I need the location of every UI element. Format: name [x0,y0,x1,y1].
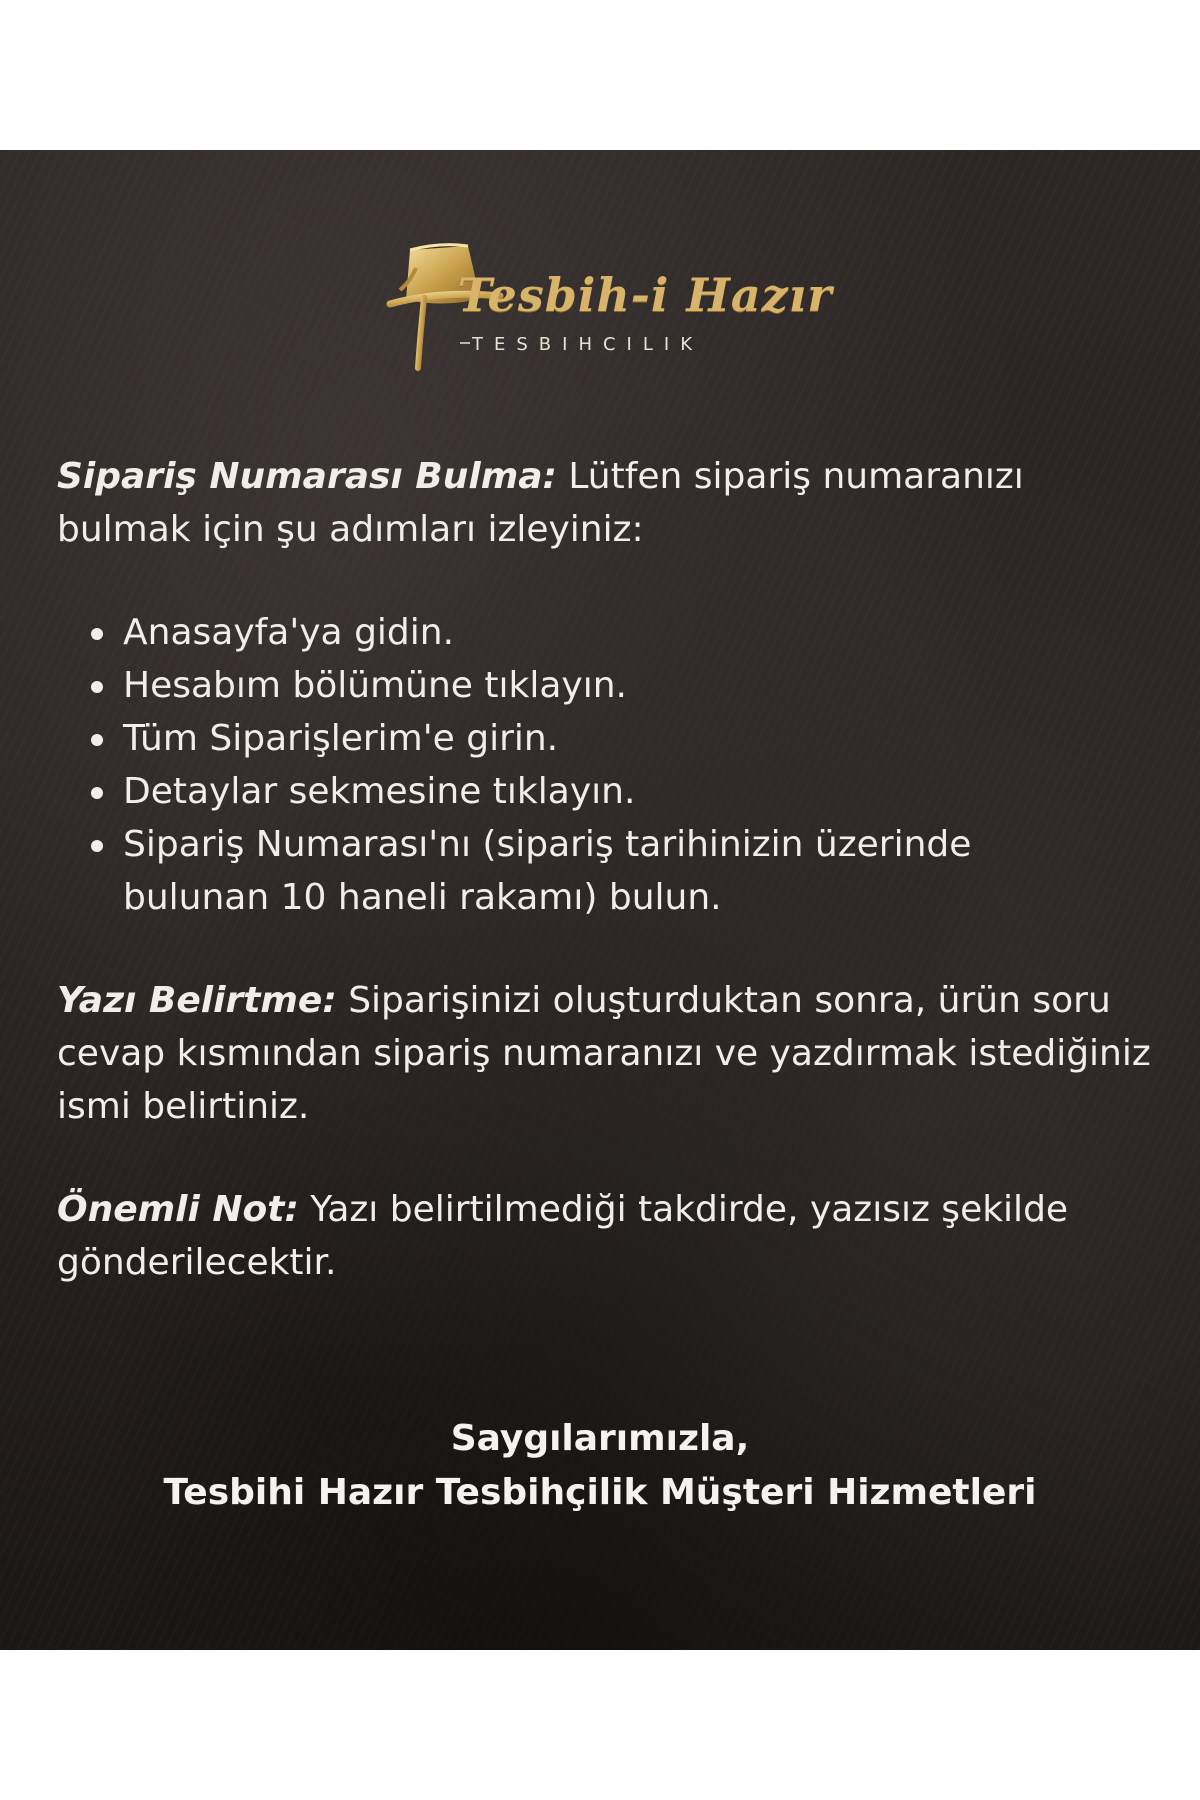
chalkboard-background [0,150,1200,1650]
step-text: Detaylar sekmesine tıklayın. [123,771,636,812]
bullet-icon [91,787,103,799]
step-text: Hesabım bölümüne tıklayın. [123,665,627,706]
list-item [57,765,1157,818]
step-text: Tüm Siparişlerim'e girin. [123,718,559,759]
logo-subtitle: TESBIHCILIK [472,334,704,355]
bullet-icon [91,840,103,852]
text-specification-paragraph [57,974,1157,1133]
order-number-paragraph [57,450,1157,556]
list-item [57,606,1157,659]
brand-logo [380,238,833,378]
bullet-icon [91,681,103,693]
text-specification-text: Siparişinizi oluşturduktan sonra, ürün soru cevap kısmından sipariş numaranızı ve yazdırmak istediğiniz ismi belirtiniz. [57,980,1151,1127]
important-note-text: Yazı belirtilmediği takdirde, yazısız şekilde gönderilecektir. [57,1189,1069,1283]
important-note-label: Önemli Not: [57,1189,299,1230]
text-specification-label: Yazı Belirtme: [57,980,337,1021]
step-text: Anasayfa'ya gidin. [123,612,455,653]
list-item [57,659,1157,712]
signature-team: Tesbihi Hazır Tesbihçilik Müşteri Hizmetleri [163,1472,1037,1513]
list-item [57,712,1157,765]
list-item [57,818,1157,924]
order-number-label: Sipariş Numarası Bulma: [57,456,557,497]
step-text: Sipariş Numarası'nı (sipariş tarihinizin üzerinde bulunan 10 haneli rakamı) bulun. [123,824,972,918]
logo-wordmark [424,268,832,322]
bullet-icon [91,628,103,640]
bullet-icon [91,734,103,746]
steps-list [57,606,1157,924]
signature-greeting: Saygılarımızla, [450,1418,750,1459]
logo-name: Tesbih-i Hazır [457,268,833,322]
signature [0,1412,1200,1520]
important-note-paragraph [57,1183,1157,1289]
order-number-text: Lütfen sipariş numaranızı bulmak için şu adımları izleyiniz: [57,456,1024,550]
instructions [57,450,1157,1289]
